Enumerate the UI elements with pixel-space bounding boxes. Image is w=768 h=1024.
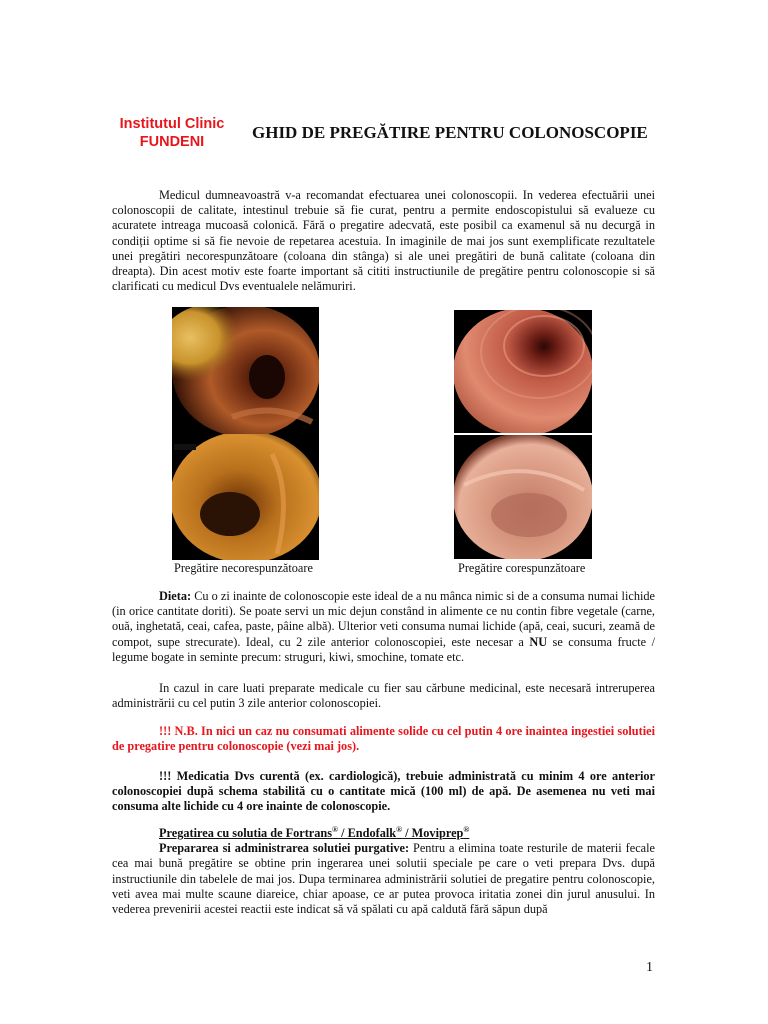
nb-text: !!! N.B. In nici un caz nu consumati alimente solide cu cel putin 4 ore inaintea ingestiei solutiei de pregatire pentru colonoscopie (vezi mai jos). <box>112 724 655 754</box>
section-heading-c: / Moviprep <box>402 826 464 840</box>
institute-line-2: FUNDENI <box>139 134 205 150</box>
good-prep-image-2 <box>454 435 592 559</box>
nb-warning <box>112 724 655 754</box>
iron-text: In cazul in care luati preparate medicale cu fier sau cărbune medicinal, este necesară intreruperea administrării cu cel putin 3 zile anterior colonoscopiei. <box>112 681 655 711</box>
section-heading <box>159 826 469 840</box>
diet-emphasis: NU <box>529 634 548 649</box>
section-heading-a: Pregatirea cu solutia de Fortrans <box>159 826 333 840</box>
page-number: 1 <box>646 960 653 975</box>
section-text: Pentru a elimina toate resturile de materii fecale cea mai bună pregătire se obtine prin ingerarea unei solutii speciale pe care o veti prepara Dvs. după instructiunile din tabelele de mai jos. Dupa terminarea administrării solutiei de pregatire pentru colonoscopie, veti avea mai multe scaune diareice, chiar apoase, ce ar putea provoca iritatia zonei din jurul anusului. In vederea prevenirii acestei reactii este indicat să vă spălati cu apă caldută fără săpun după <box>112 841 655 917</box>
institute-line-1: Institutul Clinic <box>119 116 225 132</box>
poor-prep-caption: Pregătire necorespunzătoare <box>174 561 313 575</box>
section-heading-b: / Endofalk <box>338 826 397 840</box>
good-prep-caption: Pregătire corespunzătoare <box>458 561 586 575</box>
section-sub-label: Prepararea si administrarea solutiei purgative: <box>159 841 410 856</box>
institute-name <box>112 115 232 151</box>
diet-label: Dieta: <box>159 589 192 603</box>
good-prep-image-1 <box>454 310 592 433</box>
diet-paragraph <box>112 589 655 665</box>
medication-warning <box>112 769 655 815</box>
intro-paragraph <box>112 188 655 294</box>
diet-text-b: se consuma fructe / legume bogate in seminte precum: struguri, kiwi, smochine, tomate etc. <box>112 634 656 664</box>
prep-section <box>112 826 655 917</box>
medication-text: !!! Medicatia Dvs curentă (ex. cardiologică), trebuie administrată cu minim 4 ore anterior colonoscopiei după schema stabilită cu o cantitate mică (100 ml) de apă. De asemenea nu veti mai consuma alte lichide cu 4 ore inainte de colonoscopie. <box>112 769 655 814</box>
iron-paragraph <box>112 681 655 711</box>
reg-mark-1: ® <box>332 824 339 834</box>
intro-text: Medicul dumneavoastră v-a recomandat efectuarea unei colonoscopii. In vederea efectuării unei colonoscopii de calitate, intestinul trebuie să fie curat, pentru a permite endoscopistului să evalueze cu acuratete intreaga mucoasă colonică. Fără o pregatire adecvată, este posibil ca examenul să nu decurgă in condiții optime si să fie nevoie de repetarea acestuia. In imaginile de mai jos sunt exemplificate rezultatele unei pregătiri necorespunzătoare (coloana din stânga) si ale unei pregătiri de bună calitate (coloana din dreapta). Din acest motiv este foarte important să cititi instructiunile de pregătire pentru colonoscopie si să clarificati cu medicul Dvs eventualele nelămuriri. <box>112 188 655 294</box>
page-title: GHID DE PREGĂTIRE PENTRU COLONOSCOPIE <box>252 123 648 142</box>
poor-prep-image-1 <box>172 307 319 434</box>
reg-mark-3: ® <box>463 824 470 834</box>
poor-prep-image-2 <box>172 434 319 560</box>
diet-text-a: Cu o zi inainte de colonoscopie este ideal de a nu mânca nimic si de a consuma numai lichide (in orice cantitate doriti). Se poate servi un mic dejun constând in alimente ce nu contin fibre vegetale (carne, ouă, inghetată, ceai, cafea, paste, pâine albă). Ulterior veti consuma numai lichide (apă, ceai, sucuri, zeamă de compot, supe strecurate). Ideal, cu 2 zile anterior colonoscopiei, este necesar a <box>112 589 655 649</box>
reg-mark-2: ® <box>396 824 403 834</box>
